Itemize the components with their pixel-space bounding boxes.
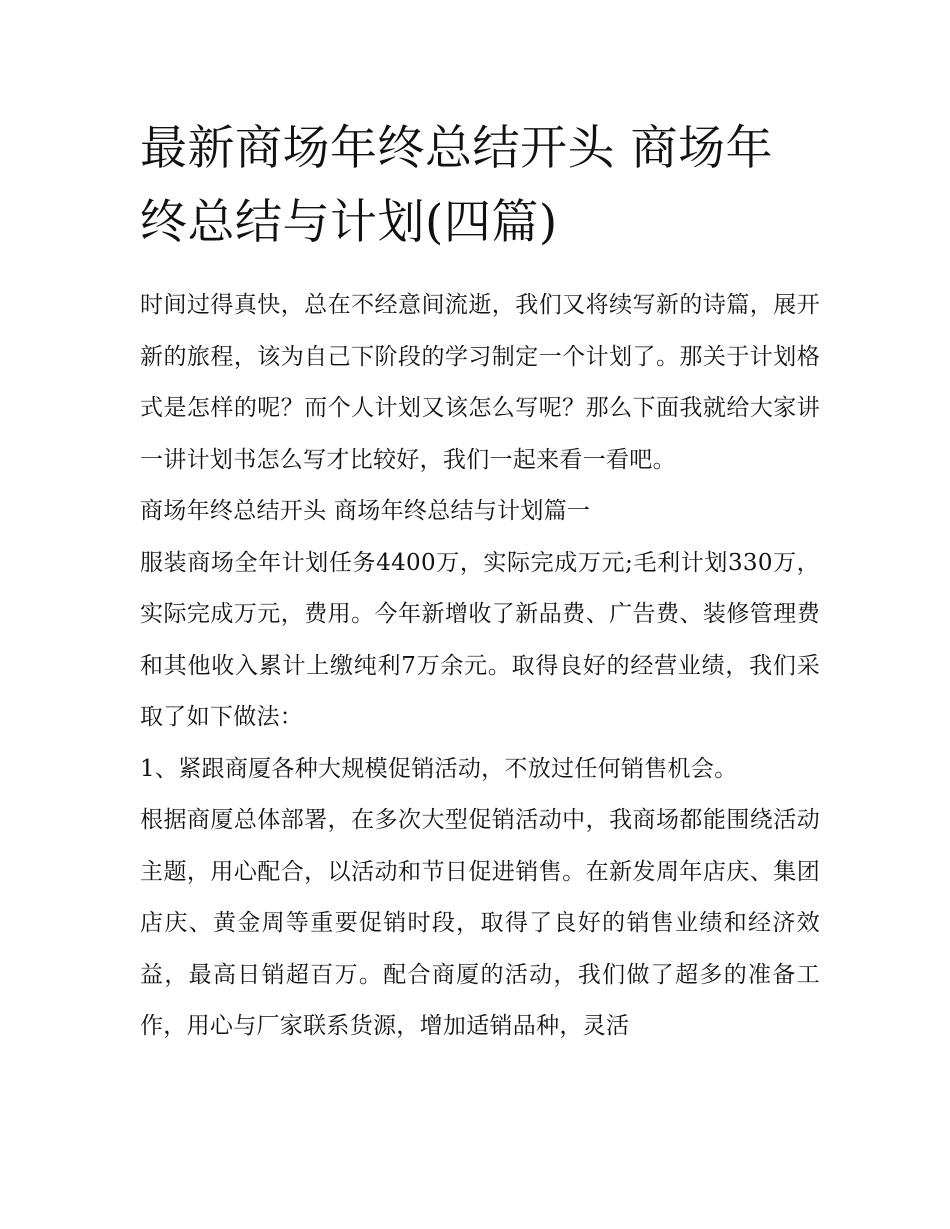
sales-summary-paragraph: 服装商场全年计划任务4400万，实际完成万元;毛利计划330万，实际完成万元，费用。今年新增收了新品费、广告费、装修管理费和其他收入累计上缴纯利7万余元。取得良好的经营业绩，我们采取了如下做法： — [140, 549, 820, 730]
list-item-heading: 1、紧跟商厦各种大规模促销活动，不放过任何销售机会。 — [140, 755, 738, 782]
promotion-paragraph: 根据商厦总体部署，在多次大型促销活动中，我商场都能围绕活动主题，用心配合，以活动和节日促进销售。在新发周年店庆、集团店庆、黄金周等重要促销时段，取得了良好的销售业绩和经济效益，最高日销超百万。配合商厦的活动，我们做了超多的准备工作，用心与厂家联系货源，增加适销品种，灵活 — [140, 807, 820, 1039]
document-content — [140, 112, 820, 1053]
document-body — [140, 280, 820, 1053]
document-title: 最新商场年终总结开头 商场年终总结与计划(四篇) — [140, 121, 773, 250]
section-heading: 商场年终总结开头 商场年终总结与计划篇一 — [140, 498, 591, 524]
intro-paragraph: 时间过得真快，总在不经意间流逝，我们又将续写新的诗篇，展开新的旅程，该为自己下阶段的学习制定一个计划了。那关于计划格式是怎样的呢？而个人计划又该怎么写呢？那么下面我就给大家讲一讲计划书怎么写才比较好，我们一起来看一看吧。 — [140, 292, 820, 473]
